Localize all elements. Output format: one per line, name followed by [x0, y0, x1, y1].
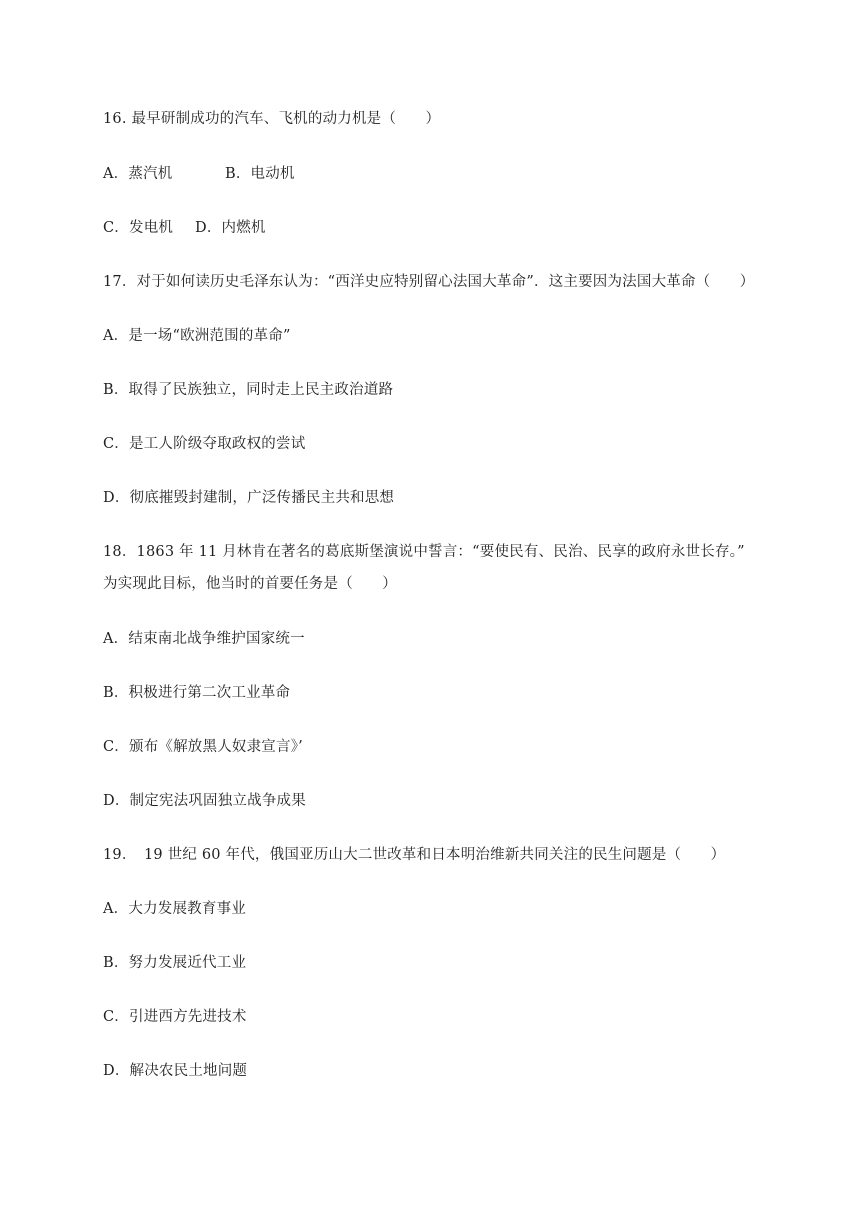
question-19-option-c: C．引进西方先进技术 — [103, 1009, 247, 1025]
question-19-option-b: B．努力发展近代工业 — [103, 955, 247, 971]
question-18-option-b: B．积极进行第二次工业革命 — [103, 685, 291, 701]
question-18-option-c: C．颁布《解放黑人奴隶宣言》’ — [103, 739, 303, 755]
question-16-option-d: D．内燃机 — [195, 220, 266, 236]
question-19-stem: 19． 19 世纪 60 年代，俄国亚历山大二世改革和日本明治维新共同关注的民生问题是（ ） — [103, 847, 726, 863]
question-17-option-c: C．是工人阶级夺取政权的尝试 — [103, 436, 306, 452]
question-16-options-row-2 — [103, 218, 266, 238]
question-16-option-a: A．蒸汽机 — [103, 166, 173, 182]
question-18-stem-line-1: 18．1863 年 11 月林肯在著名的葛底斯堡演说中誓言：“要使民有、民治、民享的政府永世长存。” — [103, 544, 745, 560]
question-17-option-a: A．是一场“欧洲范围的革命” — [103, 328, 291, 344]
question-16-stem: 16. 最早研制成功的汽车、飞机的动力机是（ ） — [103, 111, 441, 127]
question-17-option-d: D．彻底摧毁封建制，广泛传播民主共和思想 — [103, 490, 395, 506]
question-18-option-d: D．制定宪法巩固独立战争成果 — [103, 793, 306, 809]
question-16-options-row-1 — [103, 164, 295, 184]
question-19-option-a: A．大力发展教育事业 — [103, 901, 246, 917]
question-16-option-c: C．发电机 — [103, 220, 174, 236]
question-18-stem-line-2: 为实现此目标，他当时的首要任务是（ ） — [103, 576, 397, 592]
question-19-option-d: D．解决农民土地问题 — [103, 1063, 248, 1079]
question-17-stem: 17．对于如何读历史毛泽东认为：“西洋史应特别留心法国大革命”．这主要因为法国大革命（ ） — [103, 274, 755, 290]
question-16-option-b: B．电动机 — [225, 166, 295, 182]
question-17-option-b: B．取得了民族独立，同时走上民主政治道路 — [103, 382, 394, 398]
question-18-option-a: A．结束南北战争维护国家统一 — [103, 631, 305, 647]
